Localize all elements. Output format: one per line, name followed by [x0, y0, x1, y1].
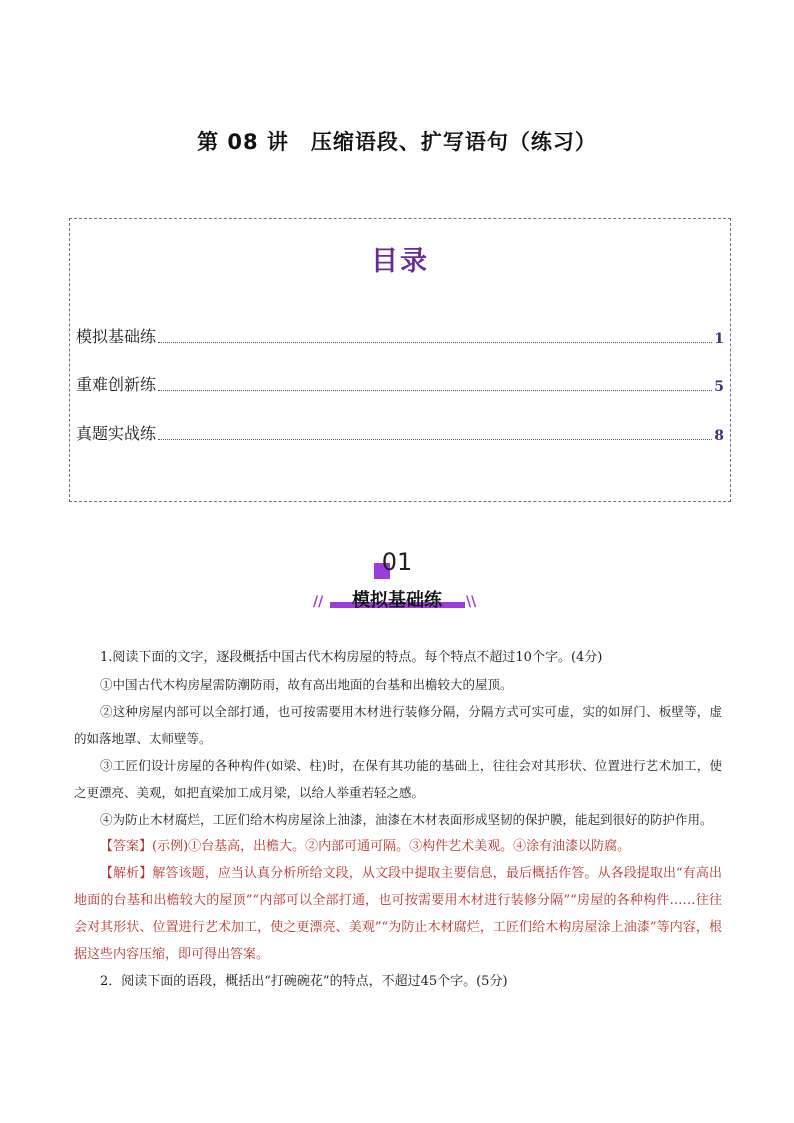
toc-heading: 目录 [371, 246, 429, 277]
toc-item-1[interactable] [76, 323, 724, 347]
toc-item-label: 模拟基础练 [76, 327, 157, 346]
toc-leader-dots [158, 389, 712, 391]
answer-block [74, 833, 722, 860]
toc-item-2[interactable] [76, 371, 724, 395]
passage-paragraph-2: ②这种房屋内部可以全部打通，也可按需要用木材进行装修分隔，分隔方式可实可虚，实的如屏门、板壁等，虚的如落地罩、太师壁等。 [74, 704, 722, 746]
toc-item-label: 重难创新练 [76, 375, 157, 394]
toc-item-3[interactable] [76, 420, 724, 444]
section-right-deco: \\ [466, 594, 477, 610]
passage-paragraph-4: ④为防止木材腐烂，工匠们给木构房屋涂上油漆，油漆在木材表面形成坚韧的保护膜，能起到很好的防护作用。 [100, 812, 713, 827]
passage-paragraph-3: ③工匠们设计房屋的各种构件(如梁、柱)时，在保有其功能的基础上，往往会对其形状、位置进行艺术加工，使之更漂亮、美观，如把直梁加工成月梁，以给人举重若轻之感。 [74, 758, 722, 800]
toc-item-page: 5 [714, 379, 724, 395]
answer-text: (示例)①台基高，出檐大。②内部可通可隔。③构件艺术美观。④涂有油漆以防腐。 [152, 839, 631, 854]
table-of-contents [69, 218, 731, 502]
question-content [74, 644, 722, 995]
question-2-prompt: 2．阅读下面的语段，概括出“打碗碗花”的特点，不超过45个字。(5分) [100, 974, 508, 989]
toc-leader-dots [158, 438, 712, 440]
toc-item-label: 真题实战练 [76, 424, 157, 443]
section-number: 01 [381, 548, 413, 576]
section-left-deco: // [313, 594, 324, 610]
analysis-tag: 【解析】 [100, 866, 153, 881]
passage-paragraph-1: ①中国古代木构房屋需防潮防雨，故有高出地面的台基和出檐较大的屋顶。 [100, 677, 513, 692]
question-1-prompt: 1.阅读下面的文字，逐段概括中国古代木构房屋的特点。每个特点不超过10个字。(4分) [100, 650, 603, 665]
page-title: 第 08 讲 压缩语段、扩写语句（练习） [197, 130, 597, 154]
answer-tag: 【答案】 [100, 839, 153, 854]
section-title: 模拟基础练 [352, 590, 442, 611]
analysis-text: 解答该题，应当认真分析所给文段，从文段中提取主要信息，最后概括作答。从各段提取出“有高出地面的台基和出檐较大的屋顶”“内部可以全部打通，也可按需要用木材进行装修分隔”“房屋的各种构件……往往会对其形状、位置进行艺术加工，使之更漂亮、美观”“为防止木材腐烂，工匠们给木构房屋涂上油漆”等内容，根据这些内容压缩，即可得出答案。 [74, 866, 722, 962]
toc-item-page: 1 [714, 331, 724, 347]
analysis-block [74, 860, 722, 968]
toc-leader-dots [158, 341, 712, 343]
toc-item-page: 8 [714, 428, 724, 444]
